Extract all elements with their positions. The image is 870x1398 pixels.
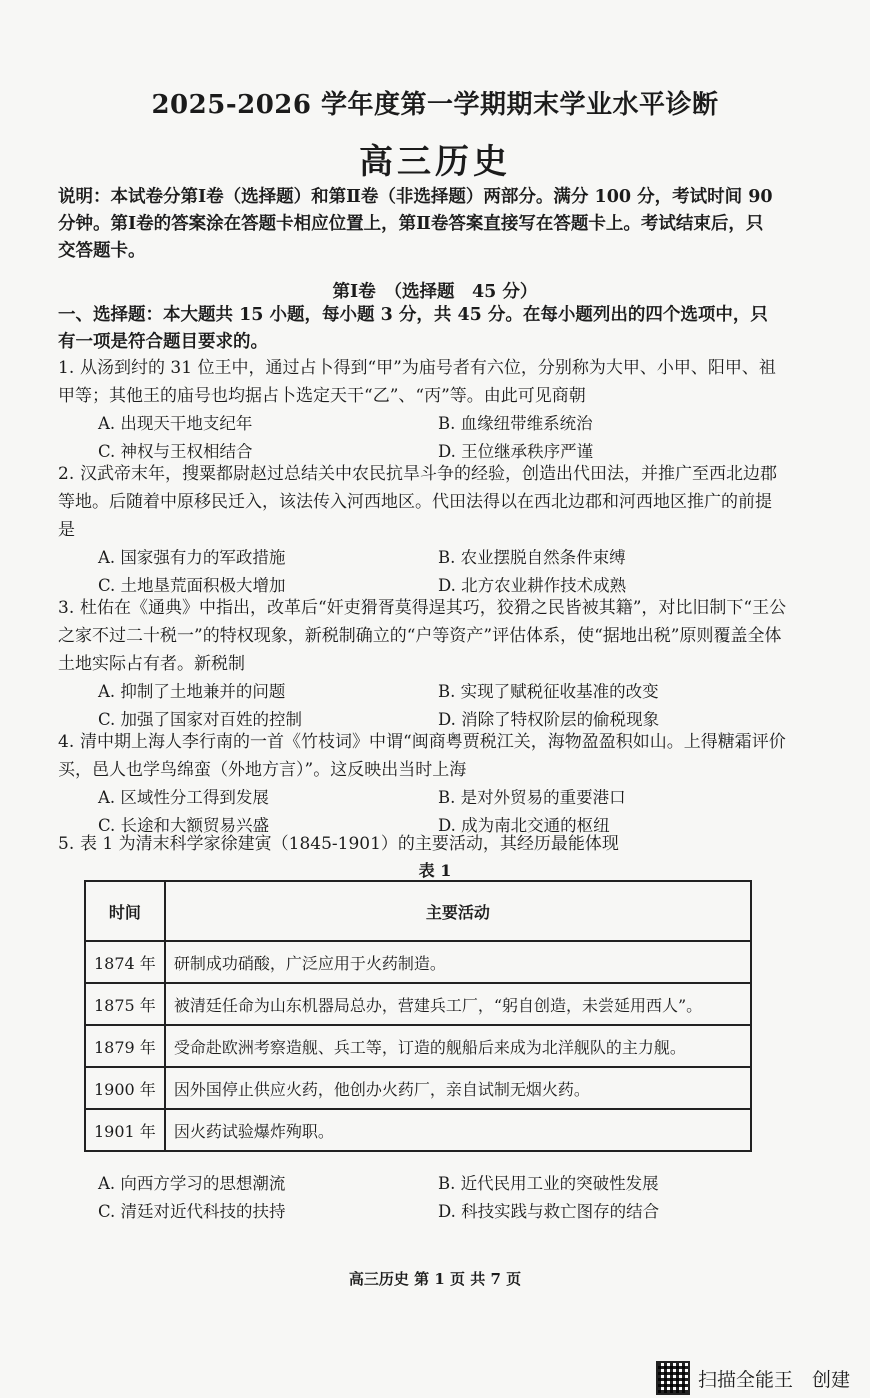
option-a[interactable]: A. 向西方学习的思想潮流: [98, 1174, 286, 1193]
activity-cell: 因火药试验爆炸殉职。: [165, 1109, 751, 1151]
option-d[interactable]: D. 成为南北交通的枢纽: [438, 816, 610, 835]
activity-cell: 受命赴欧洲考察造舰、兵工等，订造的舰船后来成为北洋舰队的主力舰。: [165, 1025, 751, 1067]
question-stem: [58, 594, 788, 678]
column-header: 时间: [85, 881, 165, 941]
question-text: 从汤到纣的 31 位王中，通过占卜得到“甲”为庙号者有六位，分别称为大甲、小甲、阳甲、祖甲等；其他王的庙号也均据占卜选定天干“乙”、“丙”等。由此可见商朝: [58, 358, 776, 406]
question-2: [58, 460, 788, 600]
activity-cell: 因外国停止供应火药，他创办火药厂，亲自试制无烟火药。: [165, 1067, 751, 1109]
question-1: [58, 354, 788, 466]
question-stem: [58, 460, 788, 544]
table-row: [85, 983, 751, 1025]
option-b[interactable]: B. 实现了赋税征收基准的改变: [438, 682, 659, 701]
question-text: 表 1 为清末科学家徐建寅（1845-1901）的主要活动，其经历最能体现: [80, 834, 619, 854]
option-b[interactable]: B. 血缘纽带维系统治: [438, 414, 593, 433]
section-title: 第Ⅰ卷 （选择题 45 分）: [332, 282, 538, 302]
table-row: [85, 941, 751, 983]
options: [98, 678, 788, 734]
page-footer: 高三历史 第 1 页 共 7 页: [348, 1270, 522, 1288]
option-d[interactable]: D. 王位继承秩序严谨: [438, 442, 594, 461]
question-stem: [58, 830, 788, 858]
year-cell: 1901 年: [85, 1109, 165, 1151]
question-stem: [58, 354, 788, 410]
question-text: 汉武帝末年，搜粟都尉赵过总结关中农民抗旱斗争的经验，创造出代田法，并推广至西北边郡等地。后随着中原移民迁入，该法传入河西地区。代田法得以在西北边郡和河西地区推广的前提是: [58, 464, 777, 540]
option-a[interactable]: A. 区域性分工得到发展: [98, 788, 269, 807]
watermark-text: 扫描全能王 创建: [698, 1368, 851, 1391]
question-4: [58, 728, 788, 840]
year-cell: 1879 年: [85, 1025, 165, 1067]
exam-title: 2025-2026 学年度第一学期期末学业水平诊断: [151, 90, 719, 120]
activity-cell: 被清廷任命为山东机器局总办，营建兵工厂，“躬自创造，未尝延用西人”。: [165, 983, 751, 1025]
question-5-options: [98, 1170, 798, 1226]
year-cell: 1874 年: [85, 941, 165, 983]
activity-cell: 研制成功硝酸，广泛应用于火药制造。: [165, 941, 751, 983]
question-number: 5.: [58, 834, 75, 854]
option-b[interactable]: B. 近代民用工业的突破性发展: [438, 1174, 659, 1193]
option-a[interactable]: A. 抑制了土地兼并的问题: [98, 682, 286, 701]
table-header-row: [85, 881, 751, 941]
instructions: 说明：本试卷分第Ⅰ卷（选择题）和第Ⅱ卷（非选择题）两部分。满分 100 分，考试时间 90 分钟。第Ⅰ卷的答案涂在答题卡相应位置上，第Ⅱ卷答案直接写在答题卡上。考试结束后，只交答题卡。: [58, 187, 773, 261]
year-cell: 1875 年: [85, 983, 165, 1025]
option-d[interactable]: D. 科技实践与救亡图存的结合: [438, 1202, 660, 1221]
option-c[interactable]: C. 长途和大额贸易兴盛: [98, 816, 270, 835]
section-description: 一、选择题：本大题共 15 小题，每小题 3 分，共 45 分。在每小题列出的四个选项中，只有一项是符合题目要求的。: [58, 305, 768, 352]
option-b[interactable]: B. 农业摆脱自然条件束缚: [438, 548, 626, 567]
column-header: 主要活动: [165, 881, 751, 941]
question-number: 2.: [58, 464, 75, 484]
option-c[interactable]: C. 神权与王权相结合: [98, 442, 253, 461]
option-c[interactable]: C. 土地垦荒面积极大增加: [98, 576, 286, 595]
question-stem: [58, 728, 788, 784]
table-row: [85, 1067, 751, 1109]
option-a[interactable]: A. 出现天干地支纪年: [98, 414, 253, 433]
option-d[interactable]: D. 消除了特权阶层的偷税现象: [438, 710, 660, 729]
question-5: [58, 830, 788, 858]
qr-code-icon: [656, 1361, 690, 1395]
option-c[interactable]: C. 清廷对近代科技的扶持: [98, 1202, 286, 1221]
question-text: 杜佑在《通典》中指出，改革后“奸吏猾胥莫得逞其巧，狡猾之民皆被其籍”，对比旧制下“王公之家不过二十税一”的特权现象，新税制确立的“户等资产”评估体系，使“据地出税”原则覆盖全体土地实际占有者。新税制: [58, 598, 787, 674]
option-a[interactable]: A. 国家强有力的军政措施: [98, 548, 286, 567]
scanner-watermark: [656, 1360, 866, 1396]
question-number: 4.: [58, 732, 75, 752]
option-c[interactable]: C. 加强了国家对百姓的控制: [98, 710, 303, 729]
options: [98, 544, 788, 600]
table-row: [85, 1025, 751, 1067]
year-cell: 1900 年: [85, 1067, 165, 1109]
question-text: 清中期上海人李行南的一首《竹枝词》中谓“闽商粤贾税江关，海物盈盈积如山。上得糖霜评价买，邑人也学鸟绵蛮（外地方言）”。这反映出当时上海: [58, 732, 786, 780]
activities-table: [84, 880, 752, 1152]
subject-title: 高三历史: [359, 142, 511, 182]
question-number: 1.: [58, 358, 75, 378]
options: [98, 410, 788, 466]
option-d[interactable]: D. 北方农业耕作技术成熟: [438, 576, 627, 595]
question-number: 3.: [58, 598, 75, 618]
table-row: [85, 1109, 751, 1151]
question-3: [58, 594, 788, 734]
option-b[interactable]: B. 是对外贸易的重要港口: [438, 788, 626, 807]
table-caption: 表 1: [418, 861, 452, 880]
